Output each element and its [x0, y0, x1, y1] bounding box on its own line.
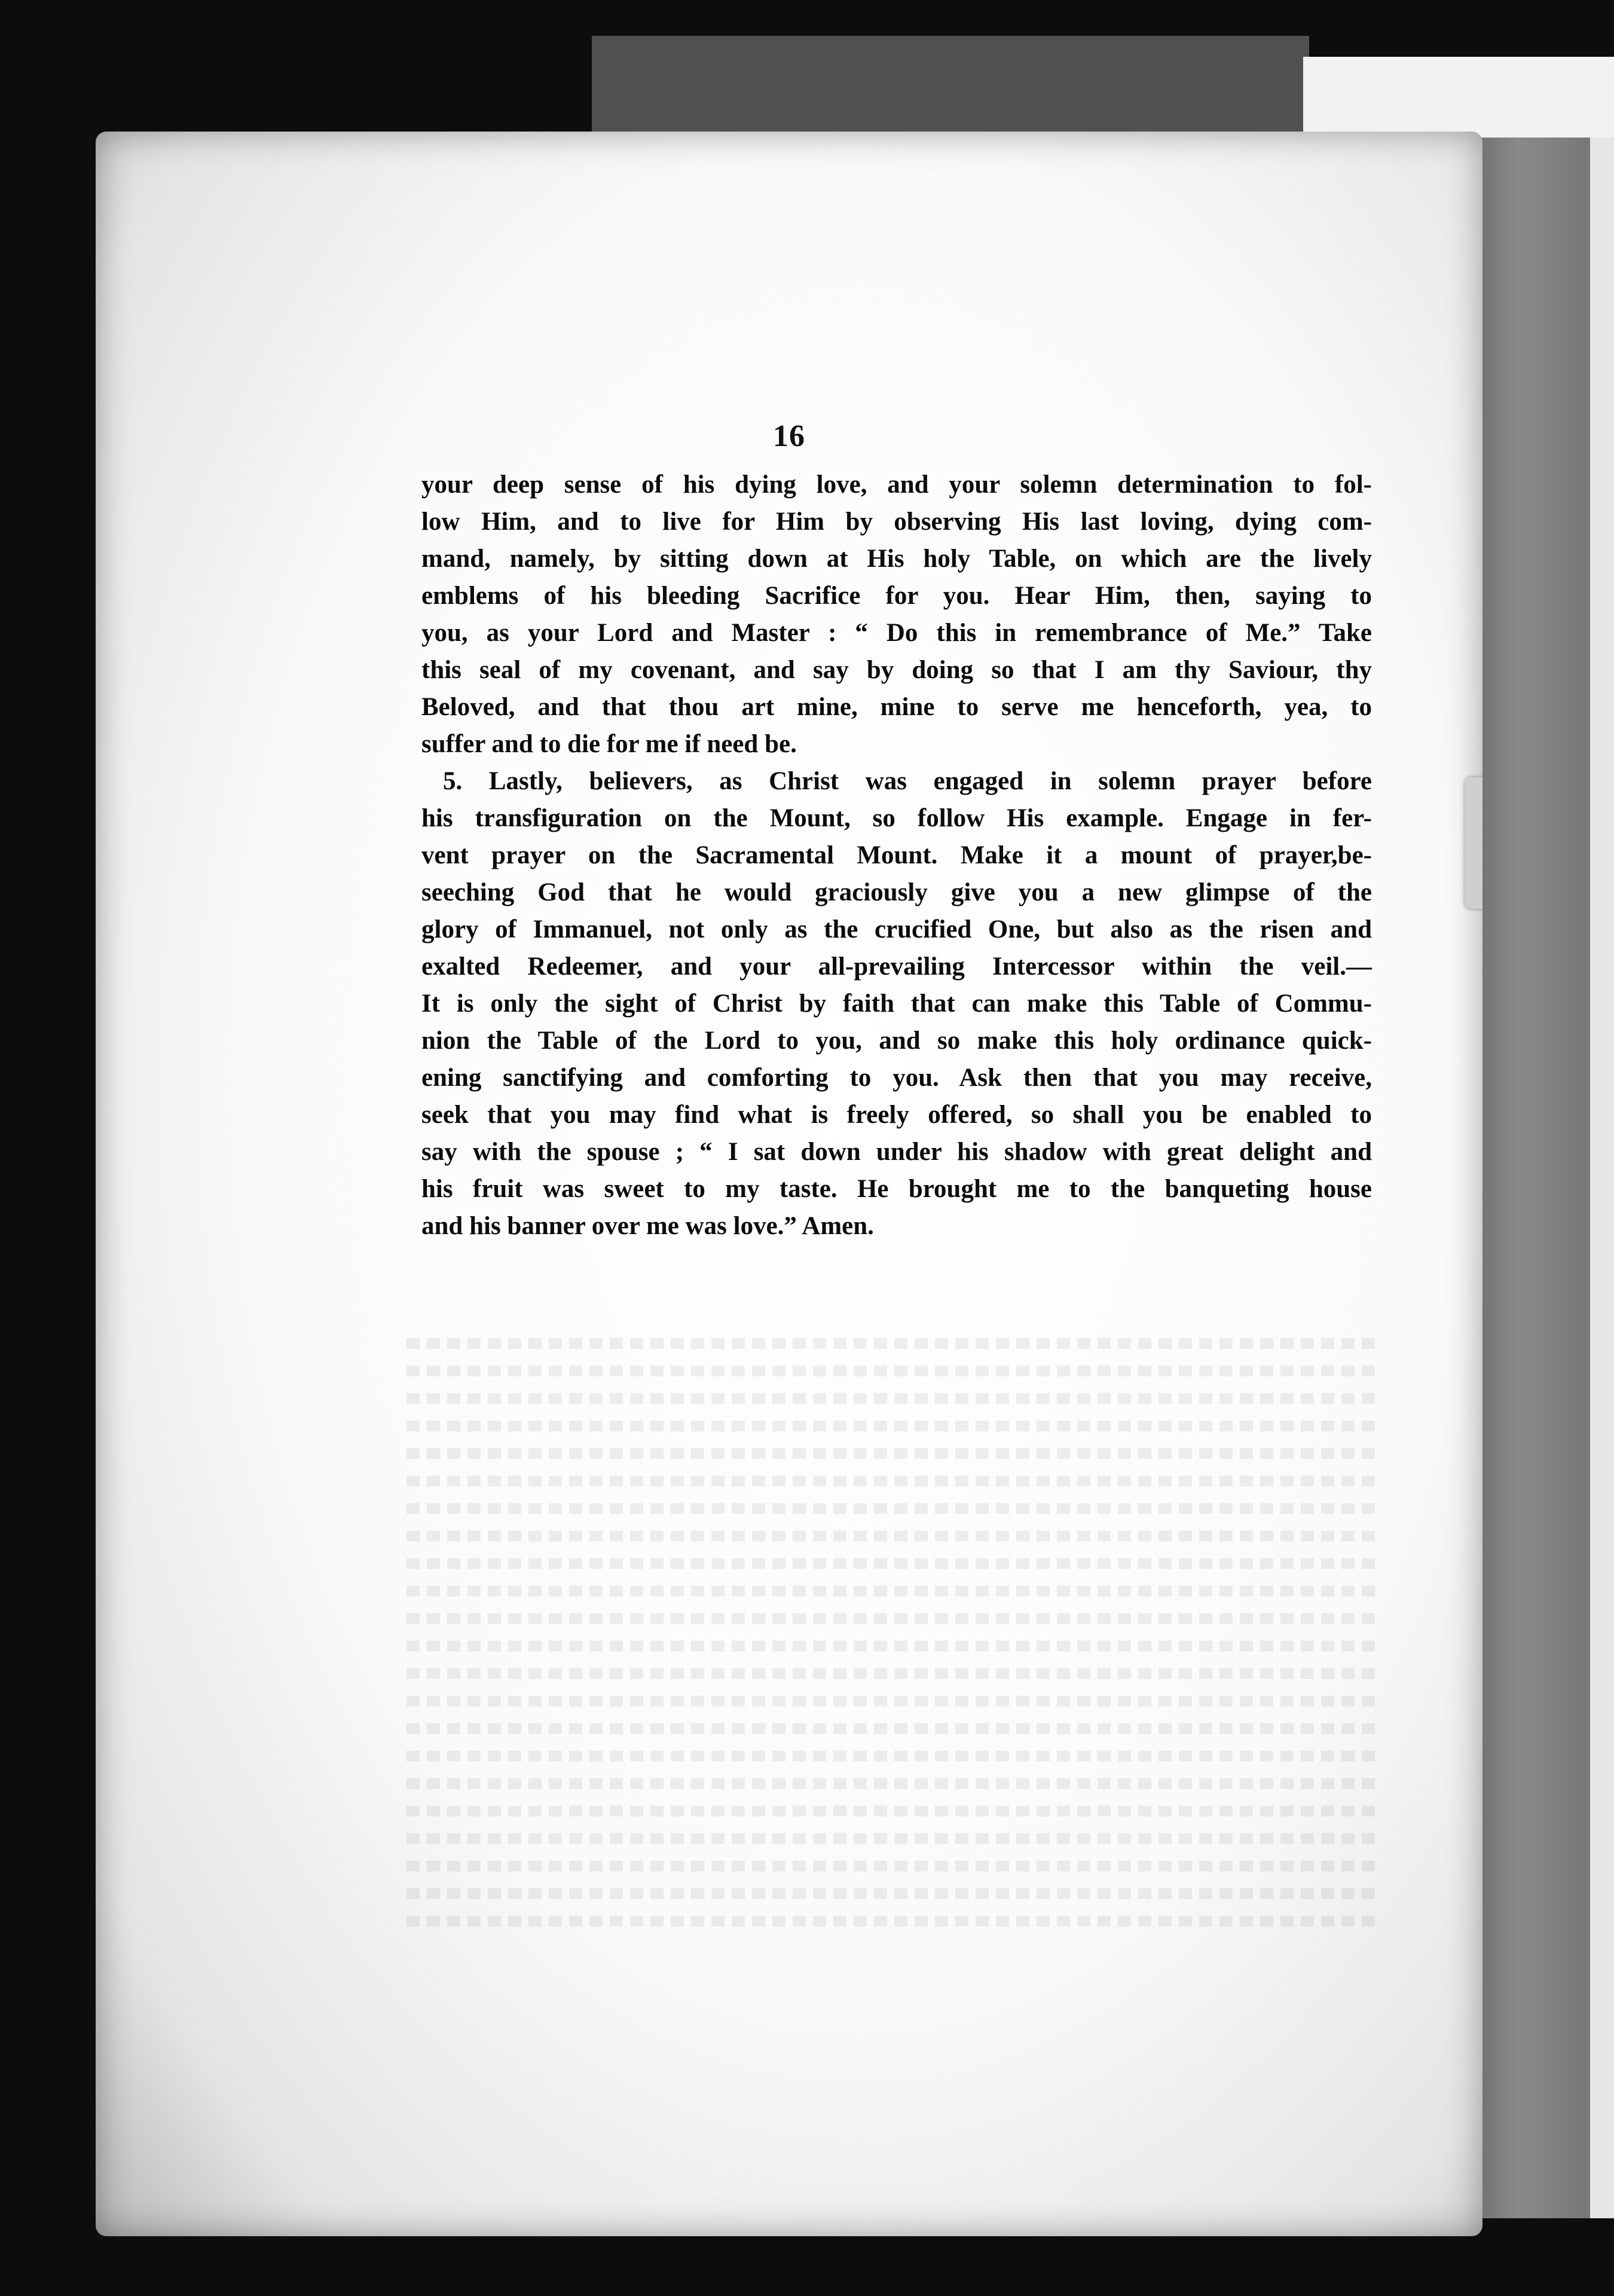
document-page: [96, 132, 1482, 2236]
text-line: exalted Redeemer, and your all-prevailing Intercessor within the veil.—: [421, 952, 1372, 981]
text-line: his fruit was sweet to my taste. He brought me to the banqueting house: [421, 1175, 1372, 1203]
text-line: emblems of his bleeding Sacrifice for you. Hear Him, then, saying to: [421, 582, 1372, 610]
paper-clip: [1465, 777, 1482, 909]
text-line: your deep sense of his dying love, and your solemn determination to fol-: [421, 471, 1372, 499]
text-line: low Him, and to live for Him by observing His last loving, dying com-: [421, 508, 1372, 536]
bleed-through-text: [406, 1327, 1375, 1943]
text-line: seeching God that he would graciously give you a new glimpse of the: [421, 878, 1372, 906]
scan-edge-shadow: [592, 36, 1309, 144]
text-line: vent prayer on the Sacramental Mount. Make it a mount of prayer,be-: [421, 841, 1372, 869]
text-line: It is only the sight of Christ by faith that can make this Table of Commu-: [421, 990, 1372, 1018]
text-line: mand, namely, by sitting down at His holy Table, on which are the lively: [421, 545, 1372, 573]
text-line: you, as your Lord and Master : “ Do this in remembrance of Me.” Take: [421, 619, 1372, 647]
binding-edge: [1590, 138, 1614, 2218]
text-line: glory of Immanuel, not only as the crucified One, but also as the risen and: [421, 915, 1372, 944]
text-line: Beloved, and that thou art mine, mine to serve me henceforth, yea, to: [421, 693, 1372, 721]
text-line: ening sanctifying and comforting to you. Ask then that you may receive,: [421, 1064, 1372, 1092]
text-line: and his banner over me was love.” Amen.: [421, 1212, 874, 1240]
text-line: this seal of my covenant, and say by doing so that I am thy Saviour, thy: [421, 656, 1372, 684]
body-text: [421, 466, 1372, 1245]
text-line: his transfiguration on the Mount, so follow His example. Engage in fer-: [421, 804, 1372, 832]
text-line: say with the spouse ; “ I sat down under his shadow with great delight and: [421, 1138, 1372, 1166]
paragraph-start-line: 5. Lastly, believers, as Christ was engaged in solemn prayer before: [443, 767, 1372, 795]
text-line: suffer and to die for me if need be.: [421, 730, 797, 758]
page-number: 16: [773, 419, 805, 453]
text-line: nion the Table of the Lord to you, and so make this holy ordinance quick-: [421, 1027, 1372, 1055]
text-line: seek that you may find what is freely offered, so shall you be enabled to: [421, 1101, 1372, 1129]
adjacent-page: [1471, 138, 1590, 2218]
